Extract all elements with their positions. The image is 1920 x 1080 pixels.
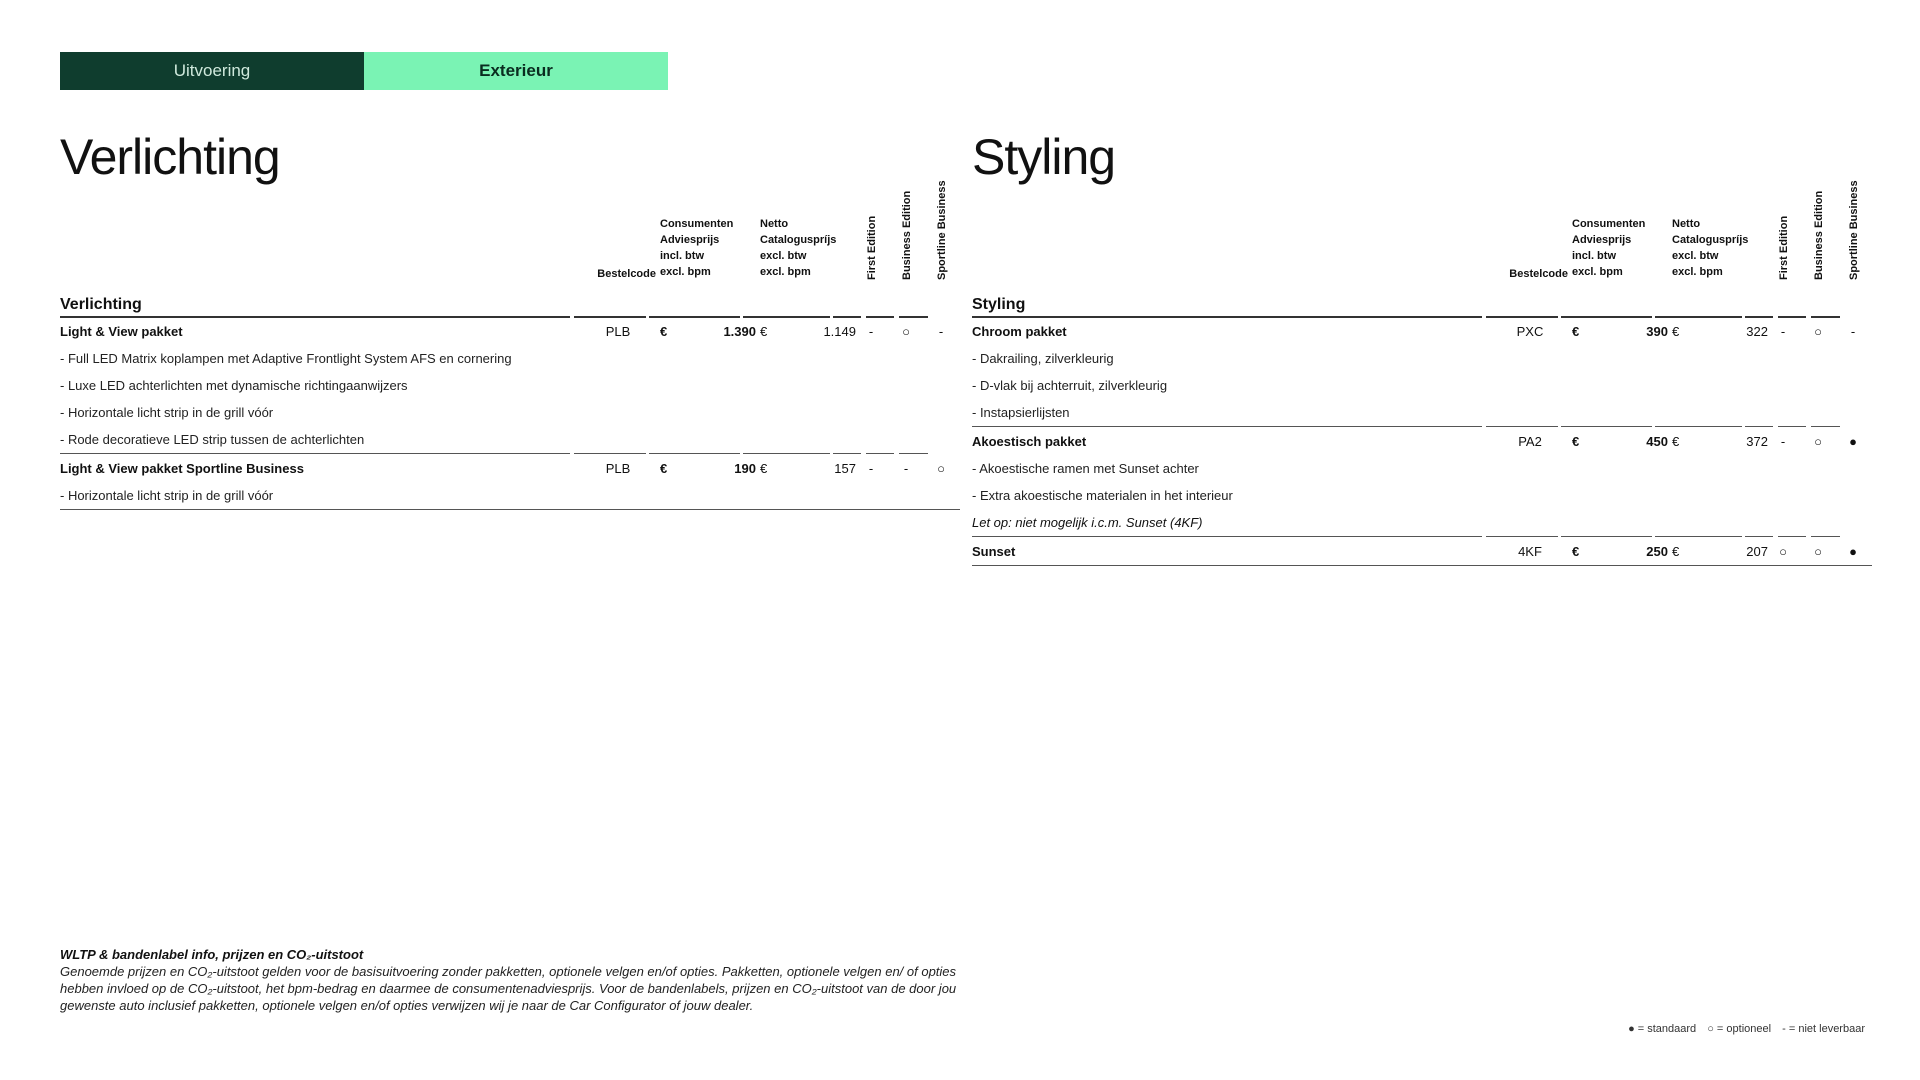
header-edition [1805, 170, 1835, 280]
netto-price: 1.149 [823, 324, 856, 339]
row-description: - Dakrailing, zilverkleurig [972, 351, 1114, 366]
detail-row [972, 345, 1872, 372]
currency-symbol: € [1572, 544, 1580, 559]
consumer-price: 250 [1646, 544, 1668, 559]
header-consumer-price [660, 216, 754, 280]
currency-symbol: € [760, 461, 768, 476]
first-edition-status: ○ [1779, 544, 1787, 559]
order-code: PLB [605, 461, 631, 476]
header-line: excl. bpm [660, 266, 711, 278]
package-row [60, 318, 960, 345]
legend-unavailable: - = niet leverbaar [1782, 1023, 1865, 1035]
business-edition-status: - [903, 461, 909, 476]
legend-standard: ● = standaard [1628, 1023, 1697, 1035]
header-edition-label: First Edition [1778, 215, 1790, 280]
header-edition [1770, 170, 1800, 280]
package-row [972, 428, 1872, 455]
business-edition-status: ○ [902, 324, 910, 339]
row-description: - Rode decoratieve LED strip tussen de achterlichten [60, 432, 365, 447]
section-title: Styling [972, 129, 1116, 185]
footer-note [60, 946, 960, 1014]
consumer-price: 190 [734, 461, 756, 476]
header-line: Adviesprijs [660, 234, 720, 246]
header-line: excl. btw [1672, 250, 1719, 262]
sportline-business-status: - [938, 324, 944, 339]
netto-price: 207 [1746, 544, 1768, 559]
tab-uitvoering[interactable]: Uitvoering [60, 52, 364, 90]
row-description: - Luxe LED achterlichten met dynamische richtingaanwijzers [60, 378, 408, 393]
header-edition-label: Business Edition [901, 190, 913, 280]
order-code: 4KF [1518, 544, 1542, 559]
header-line: Adviesprijs [1572, 234, 1632, 246]
detail-row [972, 455, 1872, 482]
header-line: excl. bpm [1672, 266, 1723, 278]
business-edition-status: ○ [1814, 434, 1822, 449]
row-description: - Horizontale licht strip in de grill vóór [60, 488, 274, 503]
header-line: Consumenten [1572, 218, 1646, 230]
row-description: - Instapsierlijsten [972, 405, 1070, 420]
detail-row [972, 372, 1872, 399]
currency-symbol: € [1572, 434, 1580, 449]
sportline-business-status: ● [1849, 544, 1857, 559]
business-edition-status: ○ [1814, 324, 1822, 339]
package-row [60, 455, 960, 482]
package-row [972, 538, 1872, 565]
sportline-business-status: - [1850, 324, 1856, 339]
header-edition-label: Sportline Business [936, 180, 948, 280]
currency-symbol: € [660, 461, 668, 476]
currency-symbol: € [1672, 434, 1680, 449]
header-consumer-price [1572, 216, 1666, 280]
verlichting-section [60, 120, 960, 510]
detail-row [972, 399, 1872, 426]
first-edition-status: - [868, 324, 874, 339]
consumer-price: 450 [1646, 434, 1668, 449]
currency-symbol: € [660, 324, 668, 339]
business-edition-status: ○ [1814, 544, 1822, 559]
tab-bar [60, 52, 668, 90]
header-line: excl. bpm [760, 266, 811, 278]
header-line: Cataloguspríjs [760, 234, 837, 246]
consumer-price: 1.390 [723, 324, 756, 339]
header-netto-price [1672, 216, 1766, 280]
currency-symbol: € [1572, 324, 1580, 339]
header-edition-label: Business Edition [1813, 190, 1825, 280]
header-edition-label: Sportline Business [1848, 180, 1860, 280]
currency-symbol: € [1672, 544, 1680, 559]
order-code: PLB [605, 324, 631, 339]
header-line: Netto [760, 218, 789, 230]
first-edition-status: - [1780, 324, 1786, 339]
row-description: - Horizontale licht strip in de grill vóór [60, 405, 274, 420]
row-description: - Akoestische ramen met Sunset achter [972, 461, 1199, 476]
consumer-price: 390 [1646, 324, 1668, 339]
detail-row [60, 482, 960, 509]
header-edition [1840, 170, 1870, 280]
table-header [60, 180, 960, 316]
sportline-business-status: ● [1849, 434, 1857, 449]
tab-exterieur[interactable]: Exterieur [364, 52, 668, 90]
currency-symbol: € [1672, 324, 1680, 339]
footer-title: WLTP & bandenlabel info, prijzen en CO₂-uitstoot [60, 947, 364, 962]
header-line: Consumenten [660, 218, 734, 230]
detail-row [972, 509, 1872, 536]
package-row [972, 318, 1872, 345]
header-line: Netto [1672, 218, 1701, 230]
order-code: PXC [1516, 324, 1544, 339]
group-title: Styling [972, 296, 1026, 313]
sportline-business-status: ○ [937, 461, 945, 476]
header-line: excl. btw [760, 250, 807, 262]
header-netto-price [760, 216, 854, 280]
group-title: Verlichting [60, 296, 142, 313]
currency-symbol: € [760, 324, 768, 339]
footer-body: Genoemde prijzen en CO₂-uitstoot gelden voor de basisuitvoering zonder pakketten, optionele velgen en/of opties. Pakketten, optionele velgen en/ of opties hebben invloed op de CO₂-uitstoot, het bpm-bedrag en daarmee de consumentenadviesprijs. Voor de bandenlabels, prijzen en CO₂-uitstoot van de door jou gewenste auto inclusief pakketten, optionele velgen en/of opties verwijzen wij je naar de Car Configurator of jouw dealer. [60, 964, 957, 1013]
row-description: Akoestisch pakket [972, 434, 1087, 449]
detail-row [60, 372, 960, 399]
header-line: incl. btw [660, 250, 704, 262]
header-line: excl. bpm [1572, 266, 1623, 278]
netto-price: 157 [834, 461, 856, 476]
section-title: Verlichting [60, 129, 280, 185]
header-edition [858, 170, 888, 280]
row-description: Let op: niet mogelijk i.c.m. Sunset (4KF) [972, 515, 1203, 530]
order-code: PA2 [1518, 434, 1542, 449]
netto-price: 322 [1746, 324, 1768, 339]
row-description: Sunset [972, 544, 1016, 559]
table-end-line [60, 509, 960, 510]
table-end-line [972, 565, 1872, 566]
header-bestelcode: Bestelcode [1509, 268, 1568, 280]
header-line: Cataloguspríjs [1672, 234, 1749, 246]
row-description: Chroom pakket [972, 324, 1067, 339]
detail-row [60, 345, 960, 372]
header-edition [928, 170, 958, 280]
legend [1620, 1023, 1865, 1035]
header-line: incl. btw [1572, 250, 1616, 262]
detail-row [972, 482, 1872, 509]
table-header [972, 180, 1872, 316]
row-description: Light & View pakket [60, 324, 183, 339]
row-description: - Extra akoestische materialen in het interieur [972, 488, 1233, 503]
header-edition-label: First Edition [866, 215, 878, 280]
first-edition-status: - [1780, 434, 1786, 449]
row-description: - Full LED Matrix koplampen met Adaptive Frontlight System AFS en cornering [60, 351, 512, 366]
row-description: Light & View pakket Sportline Business [60, 461, 304, 476]
styling-section [972, 120, 1872, 566]
row-description: - D-vlak bij achterruit, zilverkleurig [972, 378, 1168, 393]
header-bestelcode: Bestelcode [597, 268, 656, 280]
detail-row [60, 426, 960, 453]
netto-price: 372 [1746, 434, 1768, 449]
first-edition-status: - [868, 461, 874, 476]
detail-row [60, 399, 960, 426]
header-edition [893, 170, 923, 280]
legend-optional: ○ = optioneel [1707, 1023, 1772, 1035]
